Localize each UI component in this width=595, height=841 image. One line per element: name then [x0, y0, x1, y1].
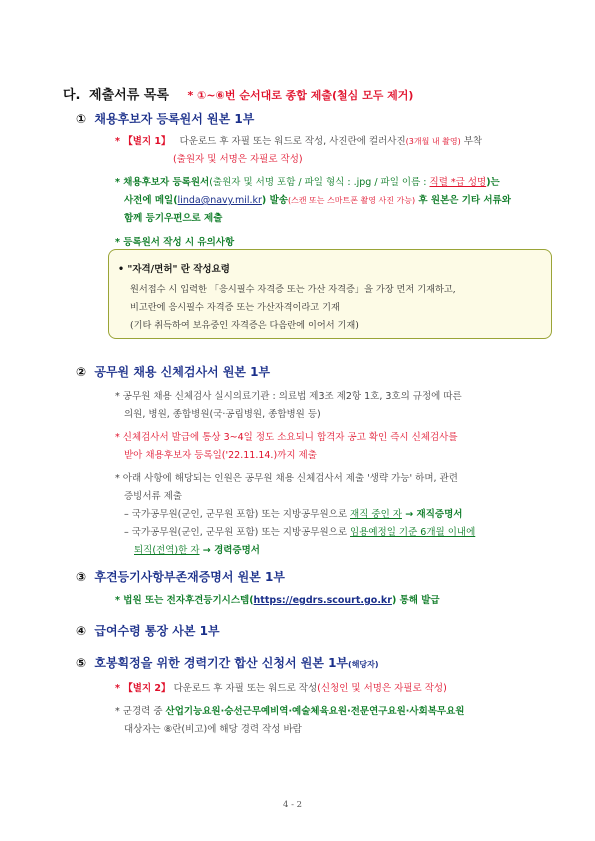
- box-line-2: 비고란에 응시필수 자격증 또는 가산자격이라고 기재: [130, 302, 340, 313]
- section-2-number: ②: [76, 365, 87, 379]
- s1-line-6: * 등록원서 작성 시 유의사항: [115, 237, 235, 248]
- section-5-title: [76, 654, 379, 671]
- s1-line-1-small: (3개월 내 촬영): [405, 137, 461, 146]
- s1-line-5: 함께 등기우편으로 제출: [124, 213, 223, 224]
- s1-line-3-d: )는: [486, 177, 500, 188]
- section-1-title: [76, 110, 254, 127]
- section-5-title-text: 호봉획정을 위한 경력기간 합산 신청서 원본 1부: [94, 656, 349, 670]
- box-line-1: 원서접수 시 입력한 「응시필수 자격증 또는 가산 자격증」을 가장 먼저 기재하고,: [130, 284, 456, 295]
- s5-line-3: 대상자는 ⑧란(비고)에 해당 경력 작성 바람: [124, 724, 302, 735]
- section-4-title: [76, 622, 220, 639]
- section-1-number: ①: [76, 112, 87, 126]
- section-2-title: [76, 363, 270, 380]
- s1-line-1: [115, 133, 482, 147]
- s2-line-8-b: 임용예정일 기준 6개월 이내에: [350, 527, 476, 538]
- s5-line-1: [115, 680, 447, 694]
- s3-line-1-c: ) 통해 발급: [391, 595, 440, 606]
- s5-line-2-b: 산업기능요원·승선근무예비역·예술체육요원·전문연구요원·사회복무요원: [165, 706, 465, 717]
- s5-attachment-2: * 【별지 2】: [115, 683, 171, 694]
- s2-line-9-a: 퇴직(전역)한 자: [134, 545, 200, 556]
- heading-note: * ①~⑥번 순서대로 종합 제출(철심 모두 제거): [187, 89, 414, 102]
- s5-line-2: [115, 703, 464, 717]
- s3-website-link[interactable]: https://egdrs.scourt.go.kr: [253, 595, 392, 606]
- heading-title: 제출서류 목록: [89, 88, 169, 103]
- s2-line-4: 받아 채용후보자 등록일('22.11.14.)까지 제출: [124, 450, 317, 461]
- s1-line-4: [124, 192, 511, 206]
- s3-line-1: [115, 592, 440, 606]
- s2-line-8: [124, 524, 475, 538]
- s2-line-6: 증빙서류 제출: [124, 491, 183, 502]
- section-5-title-note: (해당자): [348, 660, 379, 669]
- s5-line-1-b: 다운로드 후 자필 또는 워드로 작성: [170, 683, 318, 694]
- s1-attachment-1: * 【별지 1】: [115, 136, 171, 147]
- s1-line-3: [115, 174, 500, 188]
- box-title: • "자격/면허" 란 작성요령: [118, 264, 230, 275]
- section-5-number: ⑤: [76, 656, 87, 670]
- s1-line-2: (출원자 및 서명은 자필로 작성): [173, 154, 303, 165]
- s1-line-4-e: 후 원본은 기타 서류와: [415, 195, 511, 206]
- s1-line-4-a: 사전에 메일(: [124, 195, 178, 206]
- section-4-title-text: 급여수령 통장 사본 1부: [94, 624, 220, 638]
- s1-line-3-a: * 채용후보자 등록원서: [115, 177, 210, 188]
- box-line-3: (기타 취득하여 보유중인 자격증은 다음란에 이어서 기재): [130, 320, 359, 331]
- section-1-title-text: 채용후보자 등록원서 원본 1부: [94, 112, 255, 126]
- s2-line-1: * 공무원 채용 신체검사 실시의료기관 : 의료법 제3조 제2항 1호, 3호의 규정에 따른: [115, 391, 462, 402]
- s3-line-1-a: * 법원 또는 전자후견등기시스템(: [115, 595, 254, 606]
- section-3-number: ③: [76, 570, 87, 584]
- s2-line-7-b: 재직 중인 자: [350, 509, 402, 520]
- s2-line-9: [134, 542, 260, 556]
- s2-line-2: 의원, 병원, 종합병원(국·공립병원, 종합병원 등): [124, 409, 321, 420]
- heading-prefix: 다.: [63, 88, 81, 103]
- page-number: 4 - 2: [283, 800, 303, 810]
- s1-email-link[interactable]: linda@navy.mil.kr: [177, 195, 262, 206]
- s2-line-3: * 신체검사서 발급에 통상 3~4일 정도 소요되니 합격자 공고 확인 즉시 신체검사를: [115, 432, 458, 443]
- s1-line-4-d: (스캔 또는 스마트폰 촬영 사진 가능): [287, 196, 416, 205]
- s1-line-4-c: ) 발송: [261, 195, 288, 206]
- s2-line-7: [124, 506, 462, 520]
- s2-line-7-a: – 국가공무원(군인, 군무원 포함) 또는 지방공무원으로: [124, 509, 351, 520]
- s1-filename-format: 직렬 *급 성명: [429, 177, 487, 188]
- s1-line-3-b: (출원자 및 서명 포함 / 파일 형식 : .jpg / 파일 이름 :: [209, 177, 430, 188]
- section-heading: [63, 84, 413, 103]
- s5-line-2-a: * 군경력 중: [115, 706, 166, 717]
- s5-line-1-c: (신청인 및 서명은 자필로 작성): [317, 683, 447, 694]
- section-3-title: [76, 568, 285, 585]
- s2-line-7-c: → 재직증명서: [401, 509, 463, 520]
- section-3-title-text: 후견등기사항부존재증명서 원본 1부: [94, 570, 285, 584]
- s1-line-1-text: 다운로드 후 자필 또는 워드로 작성, 사진란에 컬러사진: [179, 136, 406, 147]
- s2-line-9-b: → 경력증명서: [199, 545, 260, 556]
- section-2-title-text: 공무원 채용 신체검사서 원본 1부: [94, 365, 271, 379]
- section-4-number: ④: [76, 624, 87, 638]
- s1-line-1-end: 부착: [463, 136, 483, 147]
- s2-line-8-a: – 국가공무원(군인, 군무원 포함) 또는 지방공무원으로: [124, 527, 351, 538]
- s2-line-5: * 아래 사항에 해당되는 인원은 공무원 채용 신체검사서 제출 '생략 가능' 하며, 관련: [115, 473, 458, 484]
